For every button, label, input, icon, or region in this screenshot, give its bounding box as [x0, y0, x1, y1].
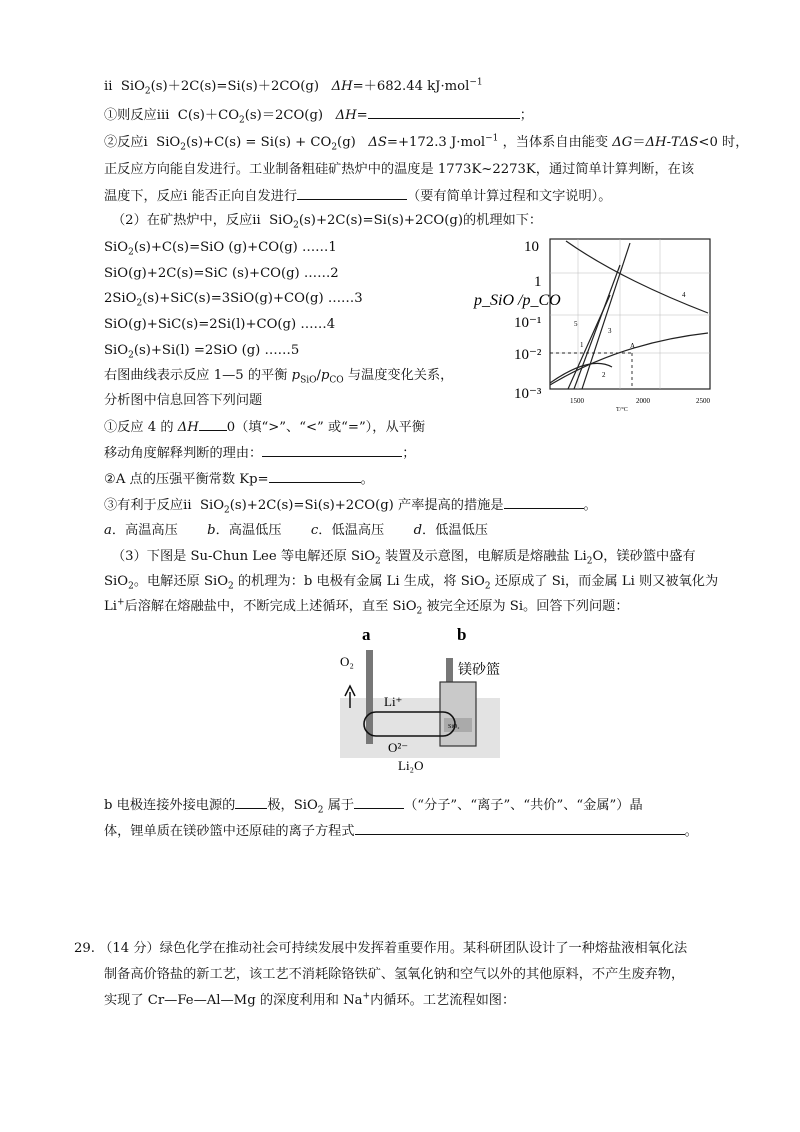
part3-line-1: （3）下图是 Su-Chun Lee 等电解还原 SiO$_2$ 装置及示意图，电解质是熔融盐 $Li_2O$，镁砂篮中盛有	[112, 549, 696, 567]
label-o-ion: O²⁻	[388, 740, 409, 755]
graph-frame	[550, 239, 710, 389]
ytick-10: 10	[524, 239, 539, 255]
instruction: 分析图中信息回答下列问题	[104, 393, 263, 408]
part3-line-2: SiO$_2$。电解还原 SiO$_2$ 的机理为：b 电极有金属 Li 生成，将 SiO$_2$ 还原成了 Si，而金属 Li 则又被氧化为	[104, 574, 719, 592]
q-kp: ②A 点的压强平衡常数 Kp= 。	[104, 472, 374, 487]
label-li2o: Li₂O	[398, 758, 424, 773]
label-li-ion: Li⁺	[384, 694, 403, 709]
q-reason: 移动角度解释判断的理由： ；	[104, 446, 416, 461]
xtick-1500: 1500	[570, 397, 584, 405]
q1-reaction-iii: ①则反应ⅲ $C(s)+CO_2(s)=2CO(g)$ ΔH= ；	[104, 108, 533, 126]
label-o2: O₂	[340, 654, 354, 669]
part3-line-3: Li+后溶解在熔融盐中，不断完成上述循环，直至 SiO$_2$ 被完全还原为 Si。回答下列问题：	[104, 597, 629, 617]
curve-5	[582, 243, 630, 389]
label-1: 1	[580, 341, 584, 349]
mechanism-1: SiO$_2$(s)+C(s)=SiO (g)+CO(g) ……1	[104, 240, 337, 258]
label-basket: 镁砂篮	[458, 663, 500, 678]
q2-line-1: ②反应ⅰ $SiO_2(s)+C(s) = Si(s) + CO_2(g)$ ΔS=+172.3 J·mol$^{-1}$ ，当体系自由能变 ΔG＝ΔH-TΔS<0 时，	[104, 133, 749, 153]
xtick-2500: 2500	[696, 397, 710, 405]
ytick-0001: 10⁻³	[514, 386, 542, 402]
label-b: b	[457, 625, 467, 644]
q-electrode: b 电极连接外接电源的 极，SiO$_2$ 属于 （“分子”、“离子”、“共价”、“金属”）晶	[104, 798, 643, 816]
q2-line-3: 温度下，反应ⅰ 能否正向自发进行 （要有简单计算过程和文字说明）。	[104, 189, 612, 204]
label-A: A	[630, 342, 636, 350]
q29-line-1: 29. （14 分）绿色化学在推动社会可持续发展中发挥着重要作用。某科研团队设计了一种熔盐液相氧化法	[74, 941, 688, 956]
graph-ylabel: p_SiO /p_CO	[474, 292, 561, 309]
label-5: 5	[574, 320, 578, 328]
mechanism-4: SiO(g)+SiC(s)=2Si(l)+CO(g) ……4	[104, 317, 336, 332]
q-dh4: ①反应 4 的 ΔH 0（填“>”、“<” 或“=”），从平衡	[104, 420, 426, 435]
curve-3	[574, 265, 620, 389]
q-ionic-equation: 体，锂单质在镁砂篮中还原硅的离子方程式 。	[104, 824, 698, 839]
q-measure: ③有利于反应ⅱ SiO$_2$(s)+2C(s)=Si(s)+2CO(g) 产率提高的措施是 。	[104, 498, 597, 516]
ytick-001: 10⁻²	[514, 347, 542, 363]
ytick-1: 1	[534, 274, 542, 290]
electrolysis-figure	[328, 620, 508, 780]
label-4: 4	[682, 291, 686, 299]
reaction-ii-line: ⅱ SiO$_2$(s)＋2C(s)=Si(s)＋2CO(g) ΔH=＋682.44 kJ·mol$^{-1}$	[104, 77, 483, 97]
part2-intro: （2）在矿热炉中，反应ⅱ SiO$_2$(s)+2C(s)=Si(s)+2CO(g)的机理如下：	[112, 213, 543, 231]
equilibrium-graph	[470, 235, 720, 420]
graph-description: 右图曲线表示反应 1—5 的平衡 $p_{SiO}/p_{CO}$ 与温度变化关系，	[104, 368, 454, 386]
q29-line-2: 制备高价铬盐的新工艺，该工艺不消耗除铬铁矿、氢氧化钠和空气以外的其他原料，不产生废弃物，	[104, 967, 685, 982]
label-a: a	[362, 625, 371, 644]
curve-4	[566, 241, 708, 313]
mechanism-5: SiO$_2$(s)+Si(l) =2SiO (g) ……5	[104, 343, 300, 361]
label-sio2: SiO₂	[448, 724, 460, 730]
mechanism-2: SiO(g)+2C(s)=SiC (s)+CO(g) ……2	[104, 266, 339, 281]
x-unit: T/°C	[616, 407, 628, 413]
electrode-a	[366, 650, 373, 744]
xtick-2000: 2000	[636, 397, 650, 405]
q2-line-2: 正反应方向能自发进行。工业制备粗硅矿热炉中的温度是 1773K~2273K，通过简单计算判断，在该	[104, 162, 695, 177]
label-3: 3	[608, 327, 612, 335]
q29-line-3: 实现了 Cr—Fe—Al—Mg 的深度利用和 Na+内循环。工艺流程如图：	[104, 991, 516, 1008]
options: a．高温高压 b．高温低压 c．低温高压 d．低温低压	[104, 523, 488, 538]
mechanism-3: 2SiO$_2$(s)+SiC(s)=3SiO(g)+CO(g) ……3	[104, 291, 363, 309]
label-2: 2	[602, 371, 606, 379]
ytick-01: 10⁻¹	[514, 315, 542, 331]
